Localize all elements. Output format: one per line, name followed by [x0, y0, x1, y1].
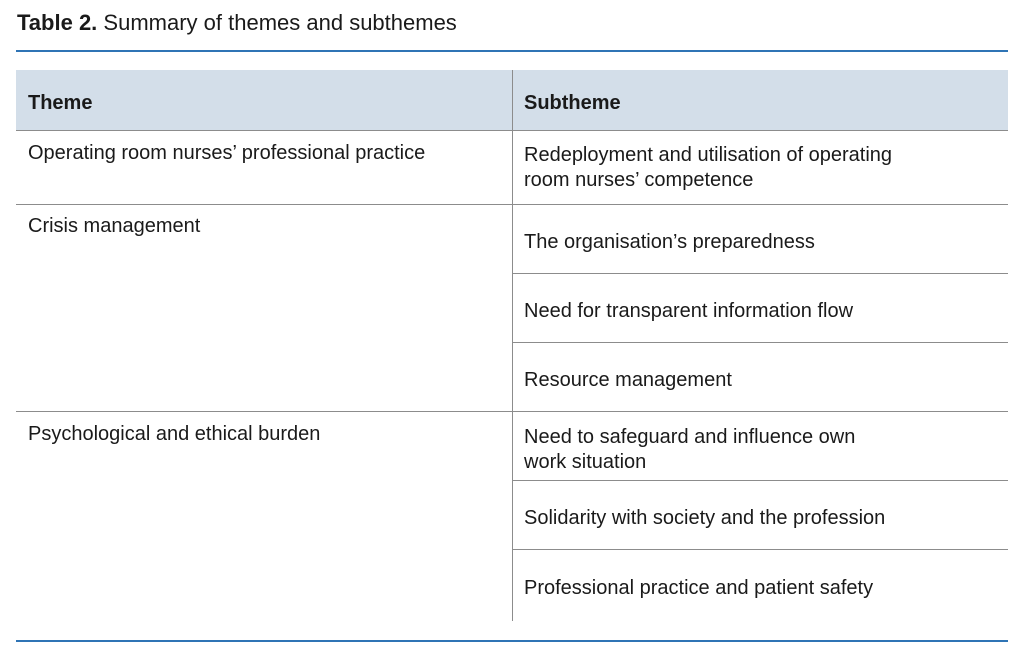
subrow-divider [512, 480, 1008, 481]
row-divider [16, 411, 1008, 412]
row-divider [16, 204, 1008, 205]
subtheme-line: Need to safeguard and influence own [524, 426, 856, 448]
subtheme-cell: Professional practice and patient safety [524, 577, 874, 599]
subrow-divider [512, 342, 1008, 343]
table-caption [17, 8, 457, 38]
subtheme-line: work situation [524, 451, 647, 473]
themes-table [16, 70, 1008, 621]
subtheme-line: room nurses’ competence [524, 169, 754, 191]
subtheme-cell [524, 425, 855, 475]
subtheme-line: Redeployment and utilisation of operating [524, 144, 893, 166]
header-subtheme: Subtheme [524, 92, 621, 114]
subrow-divider [512, 273, 1008, 274]
column-divider [512, 70, 513, 621]
header-theme: Theme [28, 92, 93, 114]
theme-cell: Operating room nurses’ professional practice [28, 142, 426, 164]
theme-cell: Crisis management [28, 215, 201, 237]
top-rule [16, 50, 1008, 52]
subrow-divider [512, 549, 1008, 550]
table-title: Summary of themes and subthemes [103, 10, 457, 35]
subtheme-cell: The organisation’s preparedness [524, 231, 815, 253]
table-label: Table 2. [17, 10, 98, 35]
subtheme-cell: Resource management [524, 369, 732, 391]
subtheme-cell [524, 143, 892, 193]
subtheme-cell: Solidarity with society and the profession [524, 507, 886, 529]
subtheme-cell: Need for transparent information flow [524, 300, 854, 322]
theme-cell: Psychological and ethical burden [28, 423, 321, 445]
bottom-rule [16, 640, 1008, 642]
